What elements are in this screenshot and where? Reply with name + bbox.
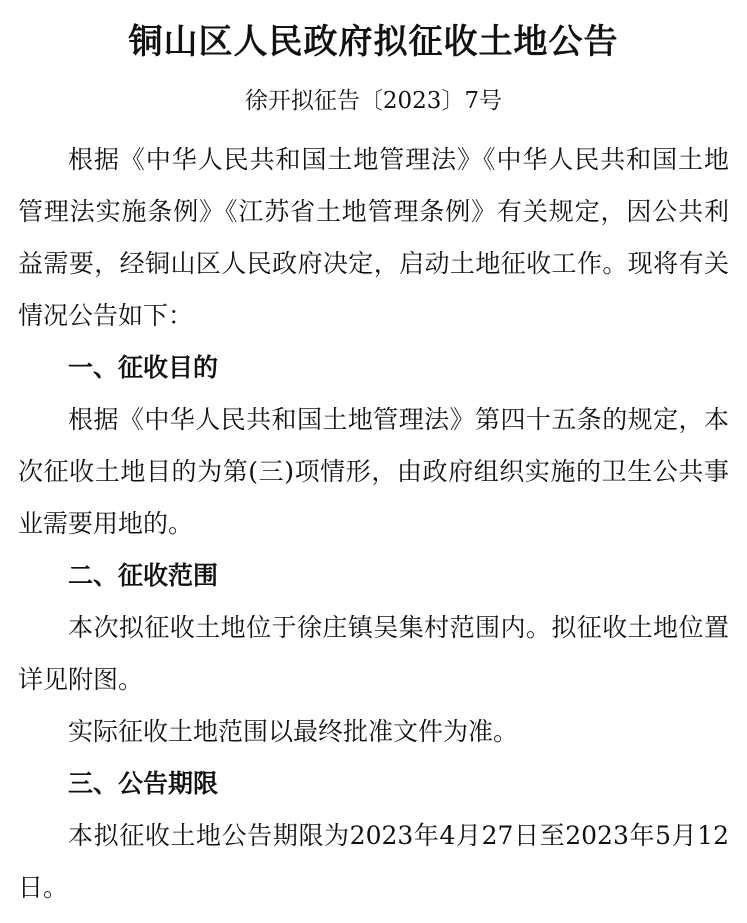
period-paragraph: 本拟征收土地公告期限为2023年4月27日至2023年5月12日。: [18, 821, 729, 902]
scope-note-paragraph: 实际征收土地范围以最终批准文件为准。: [68, 717, 519, 746]
section-heading-purpose: 一、征收目的: [68, 353, 219, 382]
intro-paragraph: 根据《中华人民共和国土地管理法》《中华人民共和国土地管理法实施条例》《江苏省土地管理条例》有关规定，因公共利益需要，经铜山区人民政府决定，启动土地征收工作。现将有关情况公告如下：: [18, 145, 729, 330]
purpose-paragraph: 根据《中华人民共和国土地管理法》第四十五条的规定，本次征收土地目的为第(三)项情形，由政府组织实施的卫生公共事业需要用地的。: [18, 405, 729, 538]
document-number: 徐开拟征告〔2023〕7号: [244, 88, 503, 114]
scope-paragraph: 本次拟征收土地位于徐庄镇吴集村范围内。拟征收土地位置详见附图。: [18, 613, 729, 694]
section-heading-period: 三、公告期限: [68, 769, 219, 798]
section-heading-scope: 二、征收范围: [68, 561, 219, 590]
document-title: 铜山区人民政府拟征收土地公告: [128, 22, 619, 62]
